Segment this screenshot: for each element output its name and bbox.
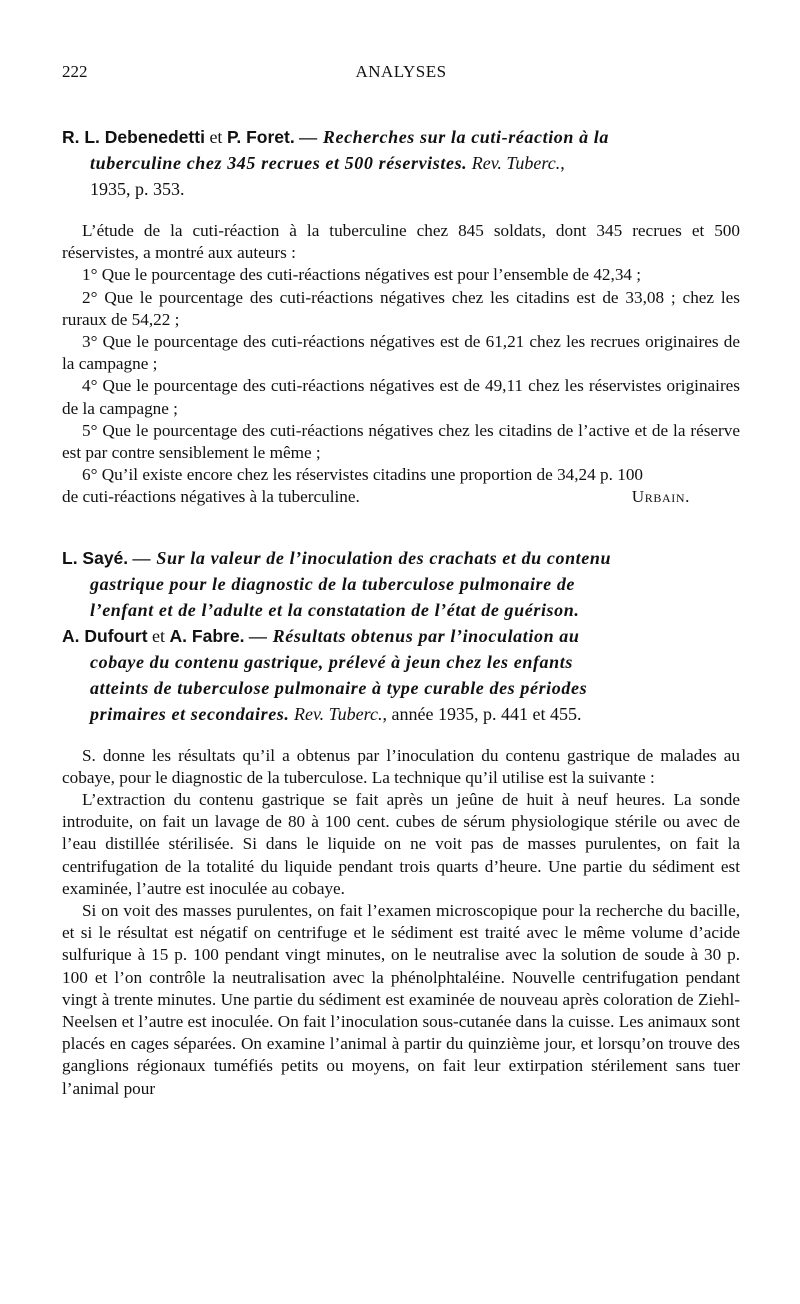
entry2-title1-line1: — Sur la valeur de l’inoculation des crachats et du contenu <box>132 547 612 568</box>
entry1-paragraph: 3° Que le pourcentage des cuti-réactions négatives est de 61,21 chez les recrues originaires de la campagne ; <box>62 332 740 374</box>
entry1-title-line1: — Recherches sur la cuti-réaction à la <box>299 127 610 147</box>
entry1-author1: R. L. Debenedetti <box>62 127 205 147</box>
entry2-heading <box>62 545 740 727</box>
entry1-heading: R. L. Debenedetti et P. Foret. — Recherches sur la cuti-réaction à la tuberculine chez 345 recrues et 500 réservistes. Rev. Tuberc., 1935, p. 353. <box>62 124 740 202</box>
page <box>62 62 740 1100</box>
page-header <box>62 62 740 90</box>
entry2-title2-line4: primaires et secondaires. <box>90 703 290 724</box>
entry2-title1-line2: gastrique pour le diagnostic de la tuberculose pulmonaire de <box>90 573 576 594</box>
entry2-title2-line3: atteints de tuberculose pulmonaire à type curable des périodes <box>90 677 588 698</box>
entry1-paragraph: L’étude de la cuti-réaction à la tuberculine chez 845 soldats, dont 345 recrues et 500 réservistes, a montré aux auteurs : <box>62 221 740 263</box>
entry2-author2: A. Dufourt <box>62 625 148 646</box>
entry1-journal: Rev. Tuberc. <box>471 153 561 173</box>
entry2-journal: Rev. Tuberc. <box>294 703 383 724</box>
entry1-citation: 1935, p. 353. <box>90 179 185 199</box>
page-number: 222 <box>62 62 88 81</box>
entry1-conjunction: et <box>209 127 223 147</box>
entry2-title1-line3: l’enfant et de l’adulte et la constatation de l’état de guérison. <box>90 599 580 620</box>
entry2-paragraph: S. donne les résultats qu’il a obtenus par l’inoculation du contenu gastrique de malades au cobaye, pour le diagnostic de la tuberculose. La technique qu’il utilise est la suivante : <box>62 745 740 787</box>
entry2-paragraph: L’extraction du contenu gastrique se fait après un jeûne de huit à neuf heures. La sonde introduite, on fait un lavage de 80 à 100 cent. cubes de sérum physiologique stérile ou avec de l’eau distillée stérilisée. Si dans le liquide on ne voit pas de masses purulentes, on fait la centrifugation de la totalité du liquide pendant trois quarts d’heure. Une partie du sédiment est examinée, l’autre est inoculée au cobaye. <box>62 790 740 898</box>
entry1-paragraph: 5° Que le pourcentage des cuti-réactions négatives chez les citadins de l’active et de la réserve est par contre sensiblement le même ; <box>62 420 740 463</box>
entry1-paragraph: 1° Que le pourcentage des cuti-réactions négatives est pour l’ensemble de 42,34 ; <box>82 265 642 285</box>
entry1-paragraph: 4° Que le pourcentage des cuti-réactions négatives est de 49,11 chez les réservistes originaires de la campagne ; <box>62 376 740 418</box>
entry2-citation: , année 1935, p. 441 et 455. <box>382 703 582 724</box>
entry1-signature: Urbain. <box>631 487 690 507</box>
entry1-author2: P. Foret. <box>226 127 295 147</box>
entry1-title-line2: tuberculine chez 345 recrues et 500 réservistes. <box>90 153 468 173</box>
entry2-author1: L. Sayé. <box>62 547 129 568</box>
entry2-paragraph: Si on voit des masses purulentes, on fait l’examen microscopique pour la recherche du bacille, et si le résultat est négatif on centrifuge et le sédiment est traité avec le même volume d’acide sulfurique à 15 p. 100 pendant vingt minutes, on le neutralise avec la solution de soude à 30 p. 100 et l’on contrôle la neutralisation avec la phénolphtaléine. Nouvelle centrifugation pendant vingt à trente minutes. Une partie du sédiment est examinée de nouveau après coloration de Ziehl-Neelsen et l’autre est inoculée. On fait l’inoculation sous-cutanée dans la cuisse. Les animaux sont placés en cages séparées. On examine l’animal à partir du quinzième jour, et lorsqu’on trouve des ganglions régionaux tuméfiés petits ou moyens, on fait leur extirpation stérilement sans tuer l’animal pour <box>62 901 740 1098</box>
entry2-title2-line1: — Résultats obtenus par l’inoculation au <box>248 625 580 646</box>
entry1-paragraph: 2° Que le pourcentage des cuti-réactions négatives chez les citadins est de 33,08 ; chez les ruraux de 54,22 ; <box>62 287 740 329</box>
entry1-last-paragraph-text: de cuti-réactions négatives à la tuberculine. <box>62 487 360 507</box>
entry2-author3: A. Fabre. <box>169 625 245 646</box>
entry1-last-paragraph-line2 <box>62 486 740 508</box>
entry2-title2-line2: cobaye du contenu gastrique, prélevé à jeun chez les enfants <box>90 651 573 672</box>
running-title: ANALYSES <box>355 62 447 81</box>
entry2-conjunction: et <box>152 625 166 646</box>
entry1-last-paragraph-line1: 6° Qu’il existe encore chez les réservistes citadins une proportion de 34,24 p. 100 <box>82 465 644 485</box>
